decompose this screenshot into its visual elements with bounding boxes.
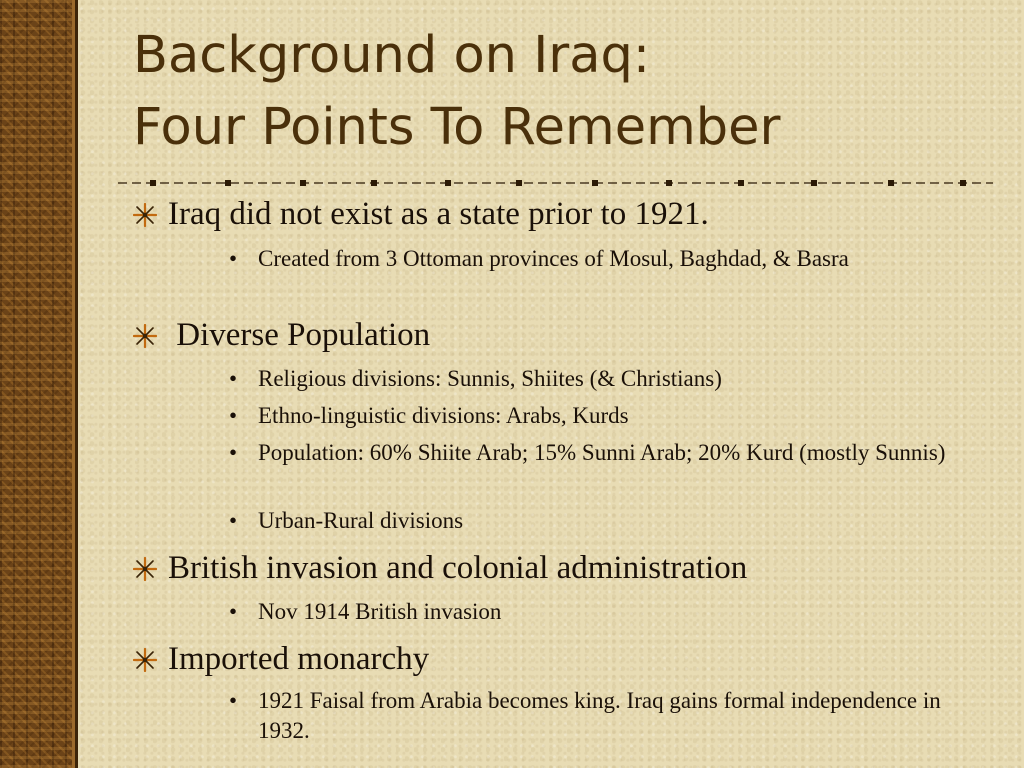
sub-bullet-icon: • bbox=[229, 688, 238, 713]
point-3-sub-1-text: Nov 1914 British invasion bbox=[258, 599, 502, 624]
point-1-sub-1 bbox=[229, 244, 949, 274]
starburst-icon bbox=[133, 648, 157, 672]
point-2-sub-1-text: Religious divisions: Sunnis, Shiites (& Christians) bbox=[258, 366, 722, 391]
point-4-sub-1 bbox=[229, 686, 949, 746]
decorative-sidebar bbox=[0, 0, 78, 768]
point-2 bbox=[133, 317, 430, 353]
point-2-sub-2-text: Ethno-linguistic divisions: Arabs, Kurds bbox=[258, 403, 629, 428]
point-4-sub-1-text: 1921 Faisal from Arabia becomes king. Iraq gains formal independence in 1932. bbox=[258, 688, 941, 743]
title-divider bbox=[118, 176, 993, 190]
point-4-text: Imported monarchy bbox=[168, 641, 430, 677]
sub-bullet-icon: • bbox=[229, 366, 238, 391]
point-2-sub-4-text: Urban-Rural divisions bbox=[258, 508, 464, 533]
slide-title bbox=[133, 20, 781, 165]
sub-bullet-icon: • bbox=[229, 508, 238, 533]
point-4 bbox=[133, 641, 429, 677]
starburst-icon bbox=[133, 324, 157, 348]
sub-bullet-icon: • bbox=[229, 440, 238, 465]
point-3 bbox=[133, 550, 747, 586]
title-line-1: Background on Iraq: bbox=[133, 26, 651, 85]
point-2-text: Diverse Population bbox=[168, 317, 431, 353]
point-1-text: Iraq did not exist as a state prior to 1921. bbox=[168, 196, 709, 232]
sub-bullet-icon: • bbox=[229, 403, 238, 428]
point-1-sub-1-text: Created from 3 Ottoman provinces of Mosul, Baghdad, & Basra bbox=[258, 246, 849, 271]
starburst-icon bbox=[133, 203, 157, 227]
point-2-sub-4 bbox=[229, 506, 949, 536]
point-3-sub-1 bbox=[229, 597, 949, 627]
sub-bullet-icon: • bbox=[229, 599, 238, 624]
title-line-2: Four Points To Remember bbox=[133, 98, 781, 158]
point-2-sub-2 bbox=[229, 401, 949, 431]
point-2-sub-1 bbox=[229, 364, 949, 394]
point-2-sub-3 bbox=[229, 438, 949, 468]
starburst-icon bbox=[133, 557, 157, 581]
point-3-text: British invasion and colonial administration bbox=[168, 550, 748, 586]
point-1 bbox=[133, 196, 709, 232]
point-2-sub-3-text: Population: 60% Shiite Arab; 15% Sunni Arab; 20% Kurd (mostly Sunnis) bbox=[258, 440, 946, 465]
sub-bullet-icon: • bbox=[229, 246, 238, 271]
